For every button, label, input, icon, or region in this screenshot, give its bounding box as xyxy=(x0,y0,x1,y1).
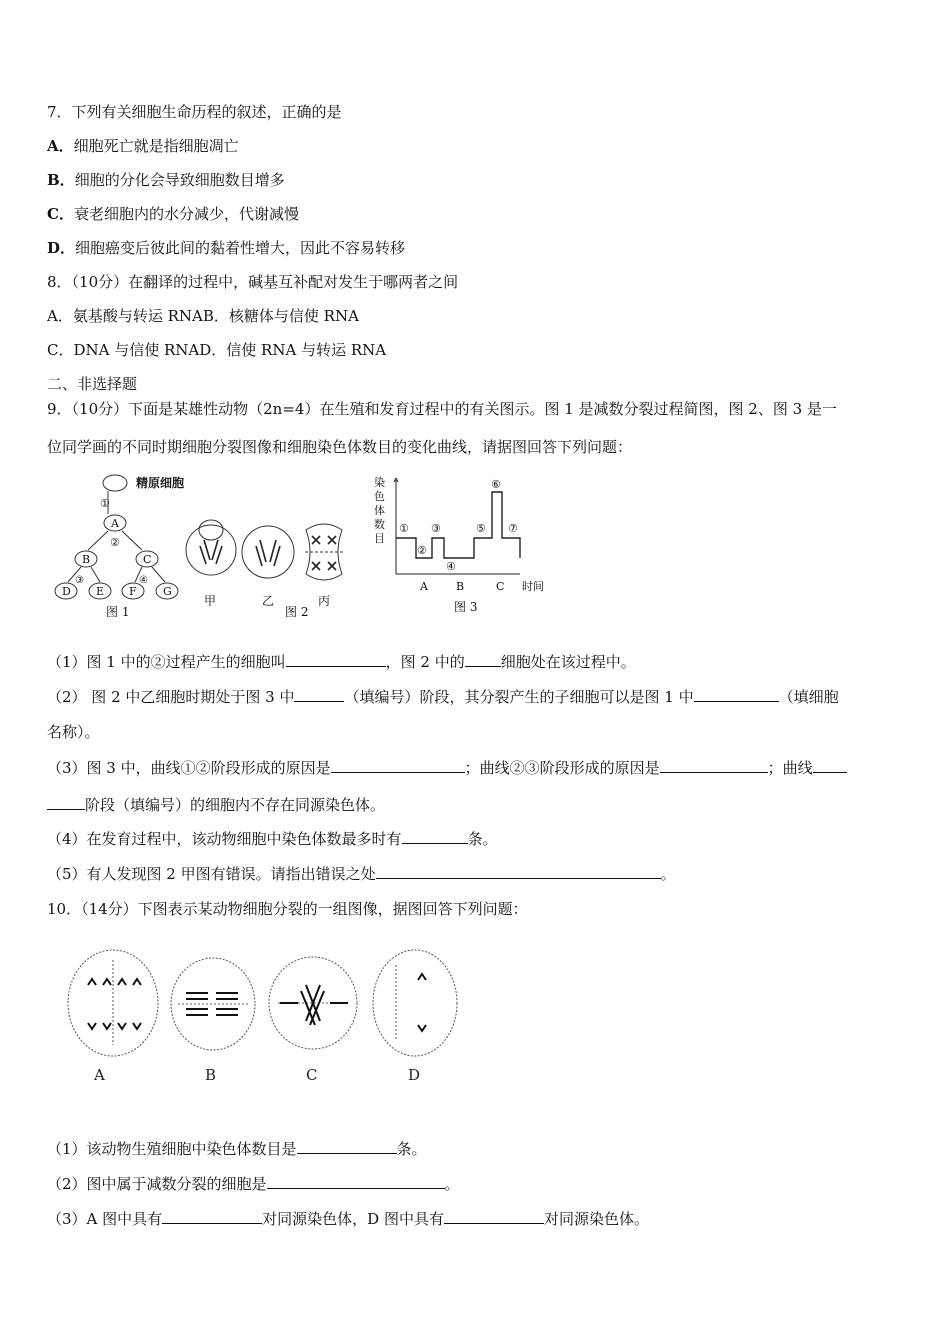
fig1-step: ② xyxy=(110,536,120,549)
answer-blank[interactable] xyxy=(813,758,847,773)
q10-cell-label: B xyxy=(205,1066,217,1084)
q9-sub3-text: ；曲线 xyxy=(767,759,813,777)
option-letter: A． xyxy=(47,137,74,155)
section-title: 二、非选择题 xyxy=(47,375,138,393)
q8-stem: 8．（10分）在翻译的过程中，碱基互补配对发生于哪两者之间 xyxy=(47,273,459,291)
fig3-stage-label: ④ xyxy=(446,560,456,573)
q8-options-row2: C．DNA 与信使 RNAD．信使 RNA 与转运 RNA xyxy=(47,341,387,359)
fig3-ylabel-char: 体 xyxy=(374,504,385,517)
answer-blank[interactable] xyxy=(331,758,465,773)
fig1-node: G xyxy=(163,585,172,598)
q9-sub4 xyxy=(47,829,498,849)
q7-stem: 7．下列有关细胞生命历程的叙述，正确的是 xyxy=(47,103,342,121)
fig3-stage-label: ⑦ xyxy=(508,522,518,535)
q9-sub4-text: （4）在发育过程中，该动物细胞中染色体数最多时有 xyxy=(47,830,402,848)
q10-sub1 xyxy=(47,1139,427,1159)
q7-option-b xyxy=(47,170,285,190)
fig3-stage-label: ③ xyxy=(431,522,441,535)
q9-sub1-text: ，图 2 中的 xyxy=(385,653,465,671)
q9-stem-line1: 9．（10分）下面是某雄性动物（2n=4）在生殖和发育过程中的有关图示。图 1 是减数分裂过程简图，图 2、图 3 是一 xyxy=(47,400,837,418)
answer-blank[interactable] xyxy=(267,1174,445,1189)
answer-blank[interactable] xyxy=(465,652,501,667)
fig3-ylabel-char: 数 xyxy=(374,518,385,531)
fig2-caption: 图 2 xyxy=(285,605,309,619)
q9-sub3-cont xyxy=(47,795,385,815)
answer-blank[interactable] xyxy=(297,1139,397,1154)
q10-cells-figure xyxy=(58,945,468,1090)
figure-3-chart xyxy=(370,472,560,620)
fig2-cell-label: 乙 xyxy=(262,594,275,608)
q9-sub2 xyxy=(47,687,839,707)
fig3-xtick: C xyxy=(496,580,505,593)
fig1-node: D xyxy=(62,585,71,598)
q9-sub1 xyxy=(47,652,636,672)
q9-sub1-text: 细胞处在该过程中。 xyxy=(500,653,636,671)
q8-options-row1: A．氨基酸与转运 RNAB．核糖体与信使 RNA xyxy=(47,307,359,325)
q7-option-d xyxy=(47,238,405,258)
option-letter: C． xyxy=(47,205,74,223)
q10-sub3 xyxy=(47,1209,649,1229)
option-text: 细胞死亡就是指细胞凋亡 xyxy=(73,137,239,155)
q9-sub4-text: 条。 xyxy=(467,830,498,848)
q10-cell-label: C xyxy=(306,1066,318,1084)
q10-sub2 xyxy=(47,1174,460,1194)
q7-option-c xyxy=(47,204,299,224)
answer-blank[interactable] xyxy=(694,687,779,702)
answer-blank[interactable] xyxy=(376,864,661,879)
q9-sub5 xyxy=(47,864,676,884)
fig2-cell-label: 甲 xyxy=(204,594,217,608)
q9-stem-line2: 位同学画的不同时期细胞分裂图像和细胞染色体数目的变化曲线，请据图回答下列问题： xyxy=(47,438,633,456)
figure-1-diagram xyxy=(48,470,188,625)
fig3-stage-label: ⑥ xyxy=(491,478,501,491)
fig3-xtick: B xyxy=(456,580,465,593)
fig3-stage-label: ① xyxy=(399,522,409,535)
q10-sub3-text: 对同源染色体，D 图中具有 xyxy=(262,1210,444,1228)
fig1-node: A xyxy=(111,517,119,530)
option-letter: D． xyxy=(47,239,76,257)
q9-sub2-text: （填细胞 xyxy=(778,688,839,706)
q9-sub1-text: （1）图 1 中的②过程产生的细胞叫 xyxy=(47,653,286,671)
q9-sub2-cont: 名称）。 xyxy=(47,723,100,741)
q10-sub2-text: 。 xyxy=(444,1175,460,1193)
q9-sub3 xyxy=(47,758,847,778)
option-letter: B． xyxy=(47,171,75,189)
fig3-stage-label: ⑤ xyxy=(476,522,486,535)
q9-sub3-text: 阶段（填编号）的细胞内不存在同源染色体。 xyxy=(85,796,386,814)
fig3-ylabel-char: 染 xyxy=(374,476,385,489)
figure-2-diagram xyxy=(184,510,359,628)
fig1-step: ③ xyxy=(75,575,84,586)
option-text: 细胞的分化会导致细胞数目增多 xyxy=(74,171,285,189)
fig3-caption: 图 3 xyxy=(454,600,478,614)
q10-sub1-text: 条。 xyxy=(396,1140,427,1158)
option-text: 衰老细胞内的水分减少，代谢减慢 xyxy=(73,205,299,223)
fig3-ylabel-char: 色 xyxy=(374,490,385,503)
answer-blank[interactable] xyxy=(47,795,85,810)
q9-sub3-text: （3）图 3 中，曲线①②阶段形成的原因是 xyxy=(47,759,331,777)
q9-sub5-text: （5）有人发现图 2 甲图有错误。请指出错误之处 xyxy=(47,865,376,883)
q10-cell-label: D xyxy=(408,1066,421,1084)
answer-blank[interactable] xyxy=(162,1209,262,1224)
q10-cell-label: A xyxy=(94,1066,105,1084)
q9-sub3-text: ；曲线②③阶段形成的原因是 xyxy=(464,759,660,777)
fig1-node: E xyxy=(96,585,105,598)
fig1-cell-label: 精原细胞 xyxy=(136,476,185,490)
fig1-node: B xyxy=(82,553,91,566)
answer-blank[interactable] xyxy=(444,1209,544,1224)
q10-stem: 10．（14分）下图表示某动物细胞分裂的一组图像，据图回答下列问题： xyxy=(47,900,528,918)
q9-sub2-text: （填编号）阶段，其分裂产生的子细胞可以是图 1 中 xyxy=(344,688,694,706)
fig1-node: C xyxy=(143,553,152,566)
answer-blank[interactable] xyxy=(402,829,468,844)
answer-blank[interactable] xyxy=(660,758,768,773)
answer-blank[interactable] xyxy=(294,687,344,702)
fig1-node: F xyxy=(129,585,137,598)
q9-sub2-text: （2） 图 2 中乙细胞时期处于图 3 中 xyxy=(47,688,295,706)
fig3-ylabel-char: 目 xyxy=(374,532,385,545)
fig1-step: ① xyxy=(100,497,110,510)
q10-sub3-text: 对同源染色体。 xyxy=(543,1210,649,1228)
fig1-caption: 图 1 xyxy=(106,605,130,619)
fig3-stage-label: ② xyxy=(417,544,427,557)
answer-blank[interactable] xyxy=(286,652,386,667)
q9-sub5-text: 。 xyxy=(660,865,676,883)
fig1-step: ④ xyxy=(139,575,148,586)
fig3-xtick: A xyxy=(420,580,428,593)
q10-sub1-text: （1）该动物生殖细胞中染色体数目是 xyxy=(47,1140,297,1158)
option-text: 细胞癌变后彼此间的黏着性增大，因此不容易转移 xyxy=(75,239,406,257)
fig2-cell-label: 丙 xyxy=(318,594,331,608)
q10-sub2-text: （2）图中属于减数分裂的细胞是 xyxy=(47,1175,267,1193)
q7-option-a xyxy=(47,136,239,156)
q10-sub3-text: （3）A 图中具有 xyxy=(47,1210,163,1228)
fig3-xlabel: 时间 xyxy=(522,580,544,593)
